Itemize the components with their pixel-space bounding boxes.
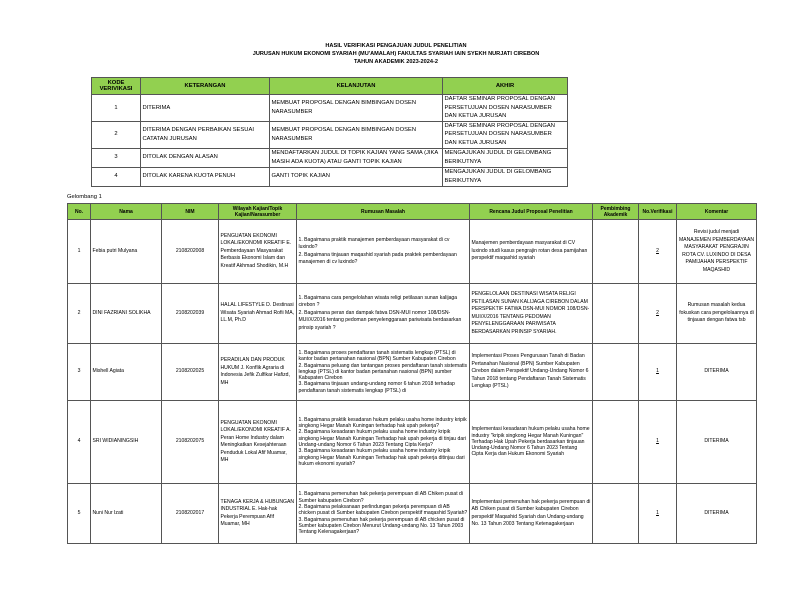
cell-komentar: Rumusan masalah kedua fokuskan cara pengelolaannya di tinjauan dengan fatwa tsb — [677, 284, 757, 344]
col-header-nama: Nama — [91, 204, 162, 220]
legend-header-kode: KODE VERIVIKASI — [92, 78, 141, 95]
cell-nama: Nuni Nur Izati — [91, 484, 162, 544]
report-year: TAHUN AKADEMIK 2023-2024-2 — [354, 59, 438, 65]
legend-keterangan: DITERIMA — [141, 95, 270, 122]
legend-kode: 2 — [92, 121, 141, 148]
cell-no: 2 — [68, 284, 91, 344]
table-row — [68, 484, 757, 544]
legend-akhir: MENGAJUKAN JUDUL DI GELOMBANG BERIKUTNYA — [443, 167, 568, 186]
col-header-pembimbing: Pembimbing Akademik — [593, 204, 639, 220]
cell-judul: Implementasi pemenuhan hak pekerja perempuan di AB Chiken pusat di Sumber kabupaten Cirebon perspektif Maqashid Syariah dan Undang-undang No. 13 Tahun 2003 Tentang Ketenagakerjaan — [470, 484, 593, 544]
cell-no: 3 — [68, 344, 91, 401]
cell-rumusan: 1. Bagaimana praktik manajemen pemberdayaan masyarakat di cv luxindo? 2. Bagaimana tinjauan maqashid syariah pada praktek pemberdayaan manajemen di cv luxindo? — [297, 220, 470, 284]
verification-code-legend — [91, 77, 568, 187]
cell-nim: 2108202039 — [162, 284, 219, 344]
cell-nim: 2108202075 — [162, 401, 219, 484]
cell-wilayah: HALAL LIFESTYLE D. Destinasi Wisata Syariah Ahmad Rofii MA, LL.M, Ph.D — [219, 284, 297, 344]
cell-pembimbing — [593, 284, 639, 344]
cell-pembimbing — [593, 401, 639, 484]
cell-rumusan: 1. Bagaimana praktik kesadaran hukum pelaku usaha home industry kripik singkong Hegar Manah Kuningan terhadap hak upah pekerja? 2. Bagaimana kesadaran hukum pelaku usaha home industry kripik singkong Hegar Manah Kuningan Terhadap hak upah pekerja di tinjau dari Undang-undang Nomor 6 Tahun 2023 Tentang Cipta Kerja? 3. Bagaimana kesadaran hukum pelaku usaha home industry kripik singkong Hegar Manah Kuningan Terhadap hak upah pekerja ditinjau dari hukum ekonomi syariah? — [297, 401, 470, 484]
cell-wilayah: TENAGA KERJA & HUBUNGAN INDUSTRIAL E. Hak-hak Pekerja Perempuan Afif Muamar, MH — [219, 484, 297, 544]
submission-table — [67, 203, 757, 544]
legend-kelanjutan: MEMBUAT PROPOSAL DENGAN BIMBINGAN DOSEN NARASUMBER — [270, 95, 443, 122]
cell-no: 4 — [68, 401, 91, 484]
col-header-rumusan: Rumusan Masalah — [297, 204, 470, 220]
cell-verifikasi: 2 — [639, 284, 677, 344]
cell-nama: SRI WIDIANINGSIH — [91, 401, 162, 484]
cell-pembimbing — [593, 220, 639, 284]
cell-wilayah: PENGUATAN EKONOMI LOKAL/EKONOMI KREATIF A. Peran Home Industry dalam Meningkatkan Kesejahteraan Penduduk Lokal Afif Muamar, MH — [219, 401, 297, 484]
cell-nama: DINI FAZRIANI SOLIKHA — [91, 284, 162, 344]
cell-pembimbing — [593, 484, 639, 544]
cell-judul: Implementasi kesadaran hukum pelaku usaha home industry "kripik singkong Hegar Manah Kuningan" Terhadap Hak Upah Pekerja berdasarkan tinjauan Undang-Undang Nomor 6 Tahun 2023 Tentang Cipta Kerja dan Hukum Ekonomi Syariah — [470, 401, 593, 484]
cell-nama: Mishell Agiata — [91, 344, 162, 401]
col-header-verifikasi: No.Verifikasi — [639, 204, 677, 220]
legend-keterangan: DITOLAK DENGAN ALASAN — [141, 148, 270, 167]
cell-verifikasi: 1 — [639, 401, 677, 484]
legend-keterangan: DITERIMA DENGAN PERBAIKAN SESUAI CATATAN JURUSAN — [141, 121, 270, 148]
legend-kelanjutan: MENDAFTARKAN JUDUL DI TOPIK KAJIAN YANG SAMA (JIKA MASIH ADA KUOTA) ATAU GANTI TOPIK KAJIAN — [270, 148, 443, 167]
col-header-judul: Rencana Judul Proposal Penelitian — [470, 204, 593, 220]
table-row — [68, 284, 757, 344]
legend-keterangan: DITOLAK KARENA KUOTA PENUH — [141, 167, 270, 186]
legend-kelanjutan: MEMBUAT PROPOSAL DENGAN BIMBINGAN DOSEN NARASUMBER — [270, 121, 443, 148]
col-header-nim: NIM — [162, 204, 219, 220]
legend-header-keterangan: KETERANGAN — [141, 78, 270, 95]
report-subtitle: JURUSAN HUKUM EKONOMI SYARIAH (MU'AMALAH) FAKULTAS SYARIAH IAIN SYEKH NURJATI CIREBON — [252, 51, 540, 57]
cell-nim: 2108202017 — [162, 484, 219, 544]
cell-verifikasi: 1 — [639, 484, 677, 544]
legend-row — [92, 95, 568, 122]
cell-nama: Febia putri Mulyana — [91, 220, 162, 284]
gelombang-label: Gelombang 1 — [67, 194, 102, 200]
cell-judul: Implementasi Proses Pengurusan Tanah di Badan Pertanahan Nasional (BPN) Sumber Kabupaten Cirebon dalam Perspektif Undang-Undang Nomor 6 Tahun 2018 tentang Pendaftaran Tanah Sistematis Lengkap (PTSL) — [470, 344, 593, 401]
table-row — [68, 220, 757, 284]
report-title: HASIL VERIFIKASI PENGAJUAN JUDUL PENELITIAN — [325, 43, 467, 49]
legend-row — [92, 167, 568, 186]
cell-judul: PENGELOLAAN DESTINASI WISATA RELIGI PETILASAN SUNAN KALIJAGA CIREBON DALAM PERSPEKTIF FATWA DSN-MUI NOMOR 108/DSN-MUI/X/2016 TENTANG PEDOMAN PENYELENGGARAAN PARIWISATA BERDASARKAN PRINSIP SYARIAH. — [470, 284, 593, 344]
cell-verifikasi: 2 — [639, 220, 677, 284]
legend-kode: 4 — [92, 167, 141, 186]
legend-akhir: DAFTAR SEMINAR PROPOSAL DENGAN PERSETUJUAN DOSEN NARASUMBER DAN KETUA JURUSAN — [443, 121, 568, 148]
cell-rumusan: 1. Bagaimana cara pengelolahan wisata religi petilasan sunan kalijaga cirebon ? 2. Bagaimana peran dan dampak fatwa DSN-MUI nomor 108/DSN-MUI/X/2016 tentang pedoman penyelenggaraan pariwisata berdasarkan prinsip syariah ? — [297, 284, 470, 344]
table-row — [68, 401, 757, 484]
legend-kode: 3 — [92, 148, 141, 167]
cell-komentar: DITERIMA — [677, 401, 757, 484]
cell-verifikasi: 1 — [639, 344, 677, 401]
col-header-wilayah: Wilayah Kajian/Topik Kajian/Narasumber — [219, 204, 297, 220]
table-header-row — [68, 204, 757, 220]
table-row — [68, 344, 757, 401]
cell-judul: Manajemen pemberdayaan masyarakat di CV luxindo studi kasus pengrajin rotan desa pamijahan perspektif maqashid syariah — [470, 220, 593, 284]
cell-no: 1 — [68, 220, 91, 284]
legend-kelanjutan: GANTI TOPIK KAJIAN — [270, 167, 443, 186]
cell-komentar: DITERIMA — [677, 484, 757, 544]
legend-akhir: DAFTAR SEMINAR PROPOSAL DENGAN PERSETUJUAN DOSEN NARASUMBER DAN KETUA JURUSAN — [443, 95, 568, 122]
cell-wilayah: PENGUATAN EKONOMI LOKAL/EKONOMI KREATIF E. Pemberdayaan Masyarakat Berbasis Ekonomi Islam dan Kreatif Akhmad Shodikin, M.H — [219, 220, 297, 284]
cell-no: 5 — [68, 484, 91, 544]
cell-komentar: Revisi judul menjadi MANAJEMEN PEMBERDAYAAN MASYARAKAT PENGRAJIN ROTA CV. LUXINDO DI DESA PAMIJAHAN PERSPEKTIF MAQASHID — [677, 220, 757, 284]
cell-rumusan: 1. Bagaimana pemenuhan hak pekerja perempuan di AB Chiken pusat di Sumber kabupaten Cirebon? 2. Bagaimana pelaksanaan perlindungan pekerja perempuan di AB chicken pusat di Sumber kabupaten Cirebon perspektif maqashid Syariah? 3. Bagaimana pemenuhan hak pekerja perempuan di AB chicken pusat di Sumber kabupaten Cirebon Menurut Undang-undang No. 13 Tahun 2003 Tentang Kelenagakerjaan? — [297, 484, 470, 544]
legend-akhir: MENGAJUKAN JUDUL DI GELOMBANG BERIKUTNYA — [443, 148, 568, 167]
cell-rumusan: 1. Bagaimana proses pendaftaran tanah sistematis lengkap (PTSL) di kantor badan pertanahan nasional (BPN) Sumber Kabupaten Cirebon 2. Bagaimana peluang dan tantangan proses pendaftaran tanah sistematis lengkap (PTSL) di kantor badan pertanahan nasional (BPN) sumber Kabupaten Cirebon 3. Bagaimana tinjauan undang-undang nomor 6 tahun 2018 terhadap pendaftaran tanah sistematis lengkap (PTSL) di — [297, 344, 470, 401]
cell-komentar: DITERIMA — [677, 344, 757, 401]
col-header-no: No. — [68, 204, 91, 220]
legend-header-kelanjutan: KELANJUTAN — [270, 78, 443, 95]
legend-header-akhir: AKHIR — [443, 78, 568, 95]
cell-nim: 2108202025 — [162, 344, 219, 401]
cell-nim: 2108202008 — [162, 220, 219, 284]
legend-row — [92, 148, 568, 167]
legend-kode: 1 — [92, 95, 141, 122]
col-header-komentar: Komentar — [677, 204, 757, 220]
cell-wilayah: PERADILAN DAN PRODUK HUKUM J. Konflik Agraria di Indonesia Jefik Zulfikar Hafizd, MH — [219, 344, 297, 401]
cell-pembimbing — [593, 344, 639, 401]
legend-header-row — [92, 78, 568, 95]
legend-row — [92, 121, 568, 148]
